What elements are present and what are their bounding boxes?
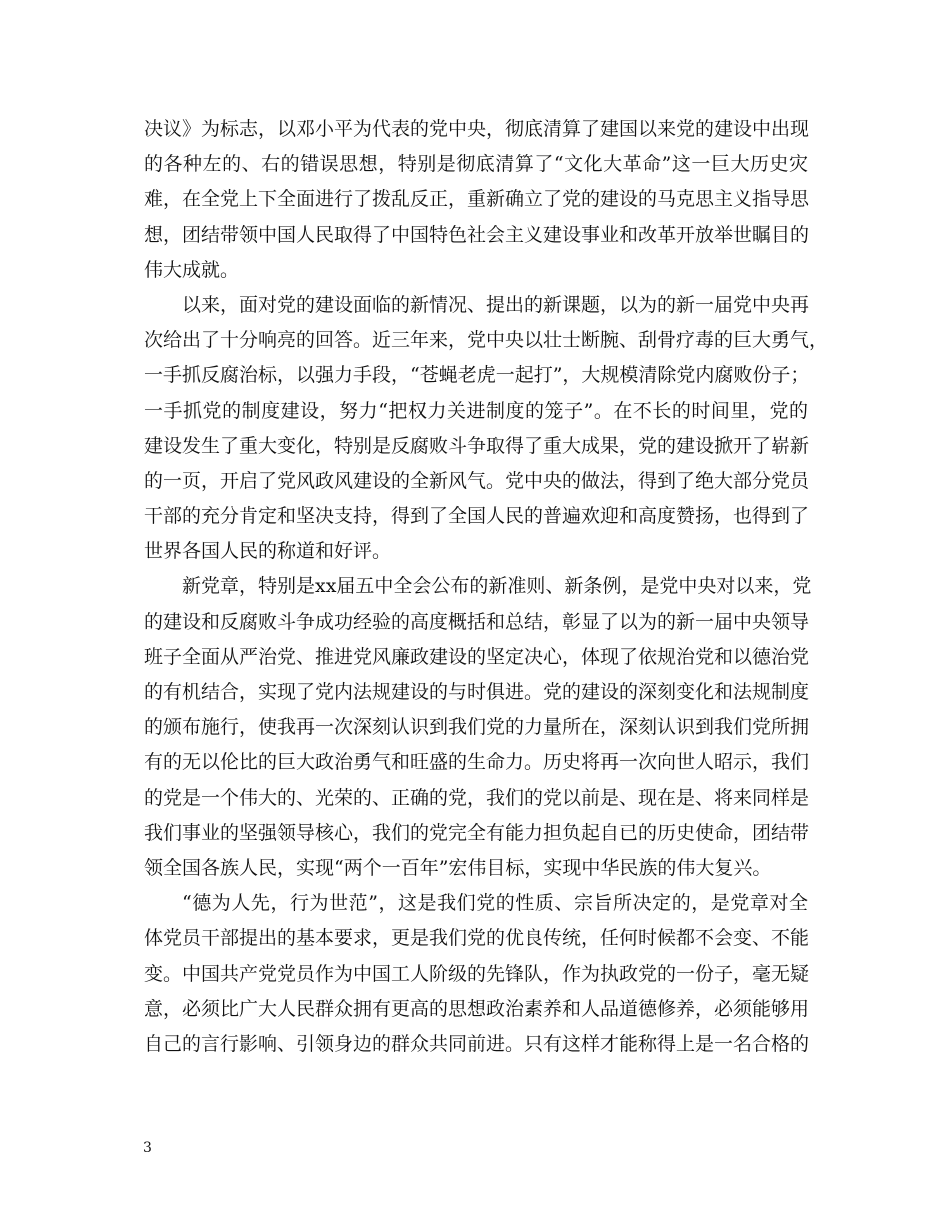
text-line: 自己的言行影响、引领身边的群众共同前进。只有这样才能称得上是一名合格的 (144, 1032, 810, 1055)
paragraph-first-line: “德为人先，行为世范”，这是我们党的性质、宗旨所决定的，是党章对全 (182, 892, 808, 915)
text-line: 的一页，开启了党风政风建设的全新风气。党中央的做法，得到了绝大部分党员 (144, 469, 810, 492)
text-line: 伟大成就。 (144, 258, 240, 281)
text-line: 想，团结带领中国人民取得了中国特色社会主义建设事业和改革开放举世瞩目的 (144, 223, 810, 246)
text-line: 一手抓反腐治标，以强力手段，“苍蝇老虎一起打”，大规模清除党内腐败份子； (144, 364, 810, 387)
document-body (144, 112, 829, 1062)
text-line: 次给出了十分响亮的回答。近三年来，党中央以壮士断腕、刮骨疗毒的巨大勇气， (144, 329, 829, 352)
text-line: 意，必须比广大人民群众拥有更高的思想政治素养和人品道德修养，必须能够用 (144, 997, 810, 1020)
text-line: 班子全面从严治党、推进党风廉政建设的坚定决心，体现了依规治党和以德治党 (144, 645, 810, 668)
text-line: 领全国各族人民，实现“两个一百年”宏伟目标，实现中华民族的伟大复兴。 (144, 856, 772, 879)
page-number: 3 (143, 1140, 152, 1156)
paragraph-first-line: 新党章，特别是xx届五中全会公布的新准则、新条例，是党中央对以来，党 (182, 575, 812, 598)
text-line: 难，在全党上下全面进行了拨乱反正，重新确立了党的建设的马克思主义指导思 (144, 188, 810, 211)
text-line: 一手抓党的制度建设，努力“把权力关进制度的笼子”。在不长的时间里，党的 (144, 399, 808, 422)
text-line: 干部的充分肯定和坚决支持，得到了全国人民的普遍欢迎和高度赞扬，也得到了 (144, 505, 810, 528)
text-line: 体党员干部提出的基本要求，更是我们党的优良传统，任何时候都不会变、不能 (144, 927, 810, 950)
text-line: 的颁布施行，使我再一次深刻认识到我们党的力量所在，深刻认识到我们党所拥 (144, 716, 810, 739)
text-line: 有的无以伦比的巨大政治勇气和旺盛的生命力。历史将再一次向世人昭示，我们 (144, 751, 810, 774)
text-line: 的有机结合，实现了党内法规建设的与时俱进。党的建设的深刻变化和法规制度 (144, 681, 810, 703)
text-line: 的建设和反腐败斗争成功经验的高度概括和总结，彰显了以为的新一届中央领导 (144, 610, 810, 633)
text-line: 变。中国共产党党员作为中国工人阶级的先锋队，作为执政党的一份子，毫无疑 (144, 962, 810, 985)
paragraph-first-line: 以来，面对党的建设面临的新情况、提出的新课题，以为的新一届党中央再 (182, 293, 810, 316)
text-line: 建设发生了重大变化，特别是反腐败斗争取得了重大成果，党的建设掀开了崭新 (144, 434, 810, 457)
text-line: 的各种左的、右的错误思想，特别是彻底清算了“文化大革命”这一巨大历史灾 (144, 153, 808, 176)
text-line: 世界各国人民的称道和好评。 (144, 540, 392, 563)
text-line: 我们事业的坚强领导核心，我们的党完全有能力担负起自已的历史使命，团结带 (144, 821, 810, 844)
text-line: 决议》为标志，以邓小平为代表的党中央，彻底清算了建国以来党的建设中出现 (144, 118, 810, 140)
text-line: 的党是一个伟大的、光荣的、正确的党，我们的党以前是、现在是、将来同样是 (144, 786, 810, 809)
